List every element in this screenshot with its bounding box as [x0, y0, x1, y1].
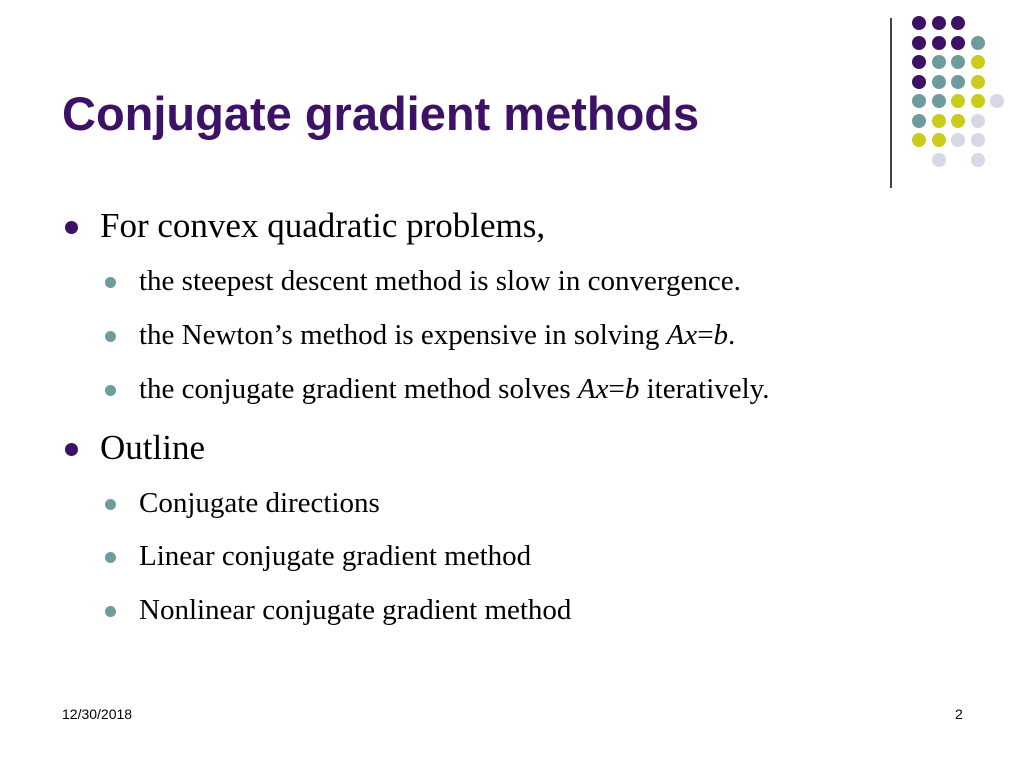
decorative-dot — [912, 114, 926, 128]
decorative-dot — [951, 36, 965, 50]
sub-bullet-text: Nonlinear conjugate gradient method — [139, 594, 572, 626]
sub-bullet-text: the Newton’s method is expensive in solving — [139, 319, 667, 351]
decorative-dot — [932, 114, 946, 128]
decorative-dot — [932, 153, 946, 167]
decorative-dot — [990, 94, 1004, 108]
sub-bullet-conjugate-directions — [139, 486, 380, 520]
math-var-ax: Ax — [666, 319, 698, 351]
slide-title: Conjugate gradient methods — [62, 87, 700, 140]
math-equals: = — [697, 319, 714, 351]
sub-bullet-steepest-descent — [139, 264, 741, 298]
sub-bullet-dot-icon — [105, 606, 116, 617]
decorative-dot — [971, 36, 985, 50]
math-equals: = — [608, 373, 625, 405]
bullet-text: For convex quadratic problems, — [100, 206, 546, 245]
decorative-dot — [912, 133, 926, 147]
sub-bullet-text-end: . — [728, 319, 736, 351]
sub-bullet-text-end: iteratively. — [639, 373, 770, 405]
decorative-dot — [912, 16, 926, 30]
decorative-dot — [932, 36, 946, 50]
footer-page-number: 2 — [955, 706, 963, 722]
decorative-dot — [932, 16, 946, 30]
decorative-dot — [912, 94, 926, 108]
decorative-dot — [971, 133, 985, 147]
sub-bullet-text: the conjugate gradient method solves — [139, 373, 578, 405]
sub-bullet-dot-icon — [105, 552, 116, 563]
decorative-dot — [971, 75, 985, 89]
math-var-ax: Ax — [577, 373, 609, 405]
bullet-item-outline — [100, 428, 205, 468]
sub-bullet-dot-icon — [105, 385, 116, 396]
bullet-dot-icon — [65, 443, 78, 456]
sub-bullet-text: Conjugate directions — [139, 487, 380, 519]
decorative-dot — [951, 94, 965, 108]
sub-bullet-cg-iterative — [139, 372, 770, 406]
decorative-dot — [971, 114, 985, 128]
decorative-dot — [912, 36, 926, 50]
decorative-dot — [932, 94, 946, 108]
decorative-dot — [932, 133, 946, 147]
sub-bullet-dot-icon — [105, 277, 116, 288]
bullet-dot-icon — [65, 221, 78, 234]
decorative-dot — [971, 94, 985, 108]
decorative-dot — [932, 55, 946, 69]
sub-bullet-nonlinear-cg — [139, 593, 571, 627]
decorative-dot — [971, 153, 985, 167]
decorative-dot — [951, 16, 965, 30]
sub-bullet-dot-icon — [105, 331, 116, 342]
sub-bullet-newton-method — [139, 318, 735, 352]
bullet-text: Outline — [100, 428, 205, 467]
sub-bullet-dot-icon — [105, 499, 116, 510]
decorative-dot — [971, 55, 985, 69]
decorative-dot — [951, 114, 965, 128]
decorative-dot — [951, 55, 965, 69]
sub-bullet-text: the steepest descent method is slow in convergence. — [139, 265, 741, 297]
decorative-dot — [912, 55, 926, 69]
decorative-dot — [951, 133, 965, 147]
title-divider-line — [890, 18, 892, 188]
bullet-item-convex-quadratic — [100, 206, 545, 246]
sub-bullet-text: Linear conjugate gradient method — [139, 540, 532, 572]
math-var-b: b — [624, 373, 640, 405]
decorative-dot — [912, 75, 926, 89]
decorative-dot — [951, 75, 965, 89]
footer-date: 12/30/2018 — [62, 706, 133, 722]
decorative-dot — [932, 75, 946, 89]
math-var-b: b — [713, 319, 729, 351]
sub-bullet-linear-cg — [139, 539, 531, 573]
